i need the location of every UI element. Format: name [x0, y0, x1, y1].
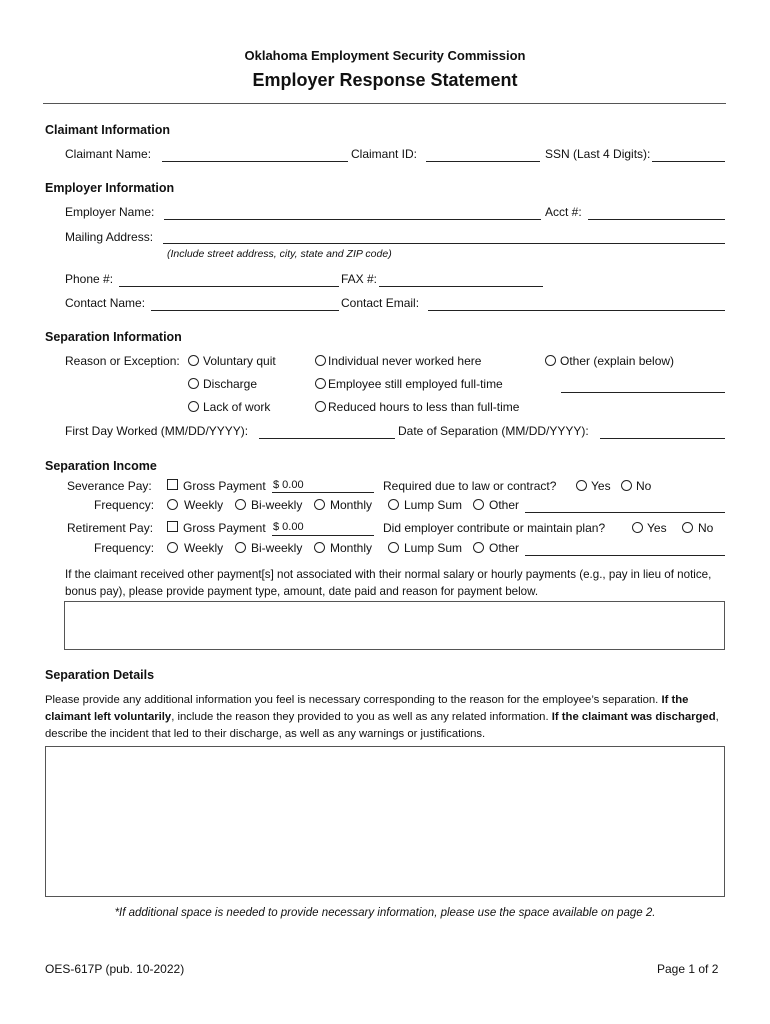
- contact-name-field[interactable]: [151, 310, 339, 311]
- form-id: OES-617P (pub. 10-2022): [45, 962, 185, 976]
- fax-field[interactable]: [379, 286, 543, 287]
- never-worked-radio[interactable]: [315, 355, 326, 366]
- fax-label: FAX #:: [341, 272, 378, 286]
- first-day-label: First Day Worked (MM/DD/YYYY):: [65, 424, 249, 438]
- acct-label: Acct #:: [545, 205, 582, 219]
- reduced-hours-radio[interactable]: [315, 401, 326, 412]
- severance-amount-field[interactable]: $ 0.00: [273, 479, 304, 491]
- ssn-field[interactable]: [652, 161, 725, 162]
- severance-yes-radio[interactable]: [576, 480, 587, 491]
- page-number: Page 1 of 2: [657, 962, 719, 976]
- ssn-label: SSN (Last 4 Digits):: [545, 147, 651, 161]
- lack-of-work-radio[interactable]: [188, 401, 199, 412]
- other-payments-textarea[interactable]: [64, 601, 725, 650]
- retirement-weekly-radio[interactable]: [167, 542, 178, 553]
- phone-field[interactable]: [119, 286, 339, 287]
- retirement-gross-label: Gross Payment: [183, 521, 266, 535]
- severance-no-radio[interactable]: [621, 480, 632, 491]
- details-text-3: , describe the incident that led to their discharge, as well as any warnings or justifications.: [45, 711, 719, 740]
- retirement-weekly-label: Weekly: [184, 541, 224, 555]
- retirement-contribute-question: Did employer contribute or maintain plan?: [383, 521, 606, 535]
- severance-frequency-label: Frequency:: [94, 498, 155, 512]
- severance-other-radio[interactable]: [473, 499, 484, 510]
- reduced-hours-label: Reduced hours to less than full-time: [328, 400, 520, 414]
- mailing-address-label: Mailing Address:: [65, 230, 154, 244]
- retirement-amount-field[interactable]: $ 0.00: [273, 521, 304, 533]
- claimant-id-label: Claimant ID:: [351, 147, 418, 161]
- severance-lumpsum-label: Lump Sum: [404, 498, 463, 512]
- retirement-label: Retirement Pay:: [67, 521, 154, 535]
- first-day-field[interactable]: [259, 438, 395, 439]
- retirement-biweekly-label: Bi-weekly: [251, 541, 303, 555]
- severance-gross-label: Gross Payment: [183, 479, 266, 493]
- footnote: *If additional space is needed to provide necessary information, please use the space available on page 2.: [114, 907, 656, 919]
- contact-name-label: Contact Name:: [65, 296, 146, 310]
- header-rule: [43, 103, 726, 104]
- details-instructions: [45, 692, 730, 743]
- separation-heading: Separation Information: [45, 330, 182, 344]
- contact-email-field[interactable]: [428, 310, 725, 311]
- severance-no-label: No: [636, 479, 652, 493]
- details-heading: Separation Details: [45, 668, 155, 682]
- severance-required-question: Required due to law or contract?: [383, 479, 557, 493]
- address-hint: (Include street address, city, state and ZIP code): [167, 248, 392, 260]
- retirement-gross-checkbox[interactable]: [167, 521, 178, 532]
- claimant-name-field[interactable]: [162, 161, 348, 162]
- severance-monthly-radio[interactable]: [314, 499, 325, 510]
- employer-name-label: Employer Name:: [65, 205, 155, 219]
- details-textarea[interactable]: [45, 746, 725, 897]
- severance-biweekly-label: Bi-weekly: [251, 498, 303, 512]
- separation-date-field[interactable]: [600, 438, 725, 439]
- separation-date-label: Date of Separation (MM/DD/YYYY):: [398, 424, 589, 438]
- severance-amount-underline: [272, 492, 374, 493]
- lack-of-work-label: Lack of work: [203, 400, 271, 414]
- reason-label: Reason or Exception:: [65, 354, 180, 368]
- still-employed-radio[interactable]: [315, 378, 326, 389]
- retirement-yes-radio[interactable]: [632, 522, 643, 533]
- retirement-no-label: No: [698, 521, 714, 535]
- voluntary-quit-label: Voluntary quit: [203, 354, 276, 368]
- severance-other-label: Other: [489, 498, 520, 512]
- severance-yes-label: Yes: [591, 479, 611, 493]
- severance-lumpsum-radio[interactable]: [388, 499, 399, 510]
- retirement-lumpsum-label: Lump Sum: [404, 541, 463, 555]
- discharge-radio[interactable]: [188, 378, 199, 389]
- claimant-name-label: Claimant Name:: [65, 147, 152, 161]
- details-bold-voluntary: If the claimant left voluntarily: [45, 694, 689, 723]
- contact-email-label: Contact Email:: [341, 296, 420, 310]
- retirement-yes-label: Yes: [647, 521, 667, 535]
- acct-field[interactable]: [588, 219, 725, 220]
- retirement-lumpsum-radio[interactable]: [388, 542, 399, 553]
- retirement-monthly-label: Monthly: [330, 541, 373, 555]
- other-reason-radio[interactable]: [545, 355, 556, 366]
- severance-weekly-label: Weekly: [184, 498, 224, 512]
- claimant-id-field[interactable]: [426, 161, 540, 162]
- income-heading: Separation Income: [45, 459, 157, 473]
- still-employed-label: Employee still employed full-time: [328, 377, 503, 391]
- other-payments-instructions: If the claimant received other payment[s] not associated with their normal salary or hourly payments (e.g., pay in lieu of notice, bonus pay), please provide payment type, amount, date paid and reason for payment below.: [65, 568, 712, 598]
- retirement-other-radio[interactable]: [473, 542, 484, 553]
- mailing-address-field[interactable]: [163, 243, 725, 244]
- severance-monthly-label: Monthly: [330, 498, 373, 512]
- retirement-other-label: Other: [489, 541, 520, 555]
- voluntary-quit-radio[interactable]: [188, 355, 199, 366]
- severance-weekly-radio[interactable]: [167, 499, 178, 510]
- severance-other-field[interactable]: [525, 512, 725, 513]
- details-text-2: , include the reason they provided to you as well as any related information.: [171, 711, 552, 723]
- discharge-label: Discharge: [203, 377, 258, 391]
- employer-name-field[interactable]: [164, 219, 541, 220]
- details-text-1: Please provide any additional information you feel is necessary corresponding to the reason for the employee’s separation.: [45, 694, 662, 706]
- employer-heading: Employer Information: [45, 181, 175, 195]
- retirement-biweekly-radio[interactable]: [235, 542, 246, 553]
- retirement-other-field[interactable]: [525, 555, 725, 556]
- retirement-frequency-label: Frequency:: [94, 541, 155, 555]
- retirement-monthly-radio[interactable]: [314, 542, 325, 553]
- other-reason-label: Other (explain below): [560, 354, 675, 368]
- retirement-amount-underline: [272, 535, 374, 536]
- details-bold-discharged: If the claimant was discharged: [551, 711, 716, 723]
- page-title: Employer Response Statement: [252, 70, 518, 90]
- severance-gross-checkbox[interactable]: [167, 479, 178, 490]
- severance-label: Severance Pay:: [67, 479, 152, 493]
- phone-label: Phone #:: [65, 272, 114, 286]
- claimant-heading: Claimant Information: [45, 123, 171, 137]
- agency-name: Oklahoma Employment Security Commission: [244, 48, 526, 63]
- severance-biweekly-radio[interactable]: [235, 499, 246, 510]
- other-reason-field[interactable]: [561, 392, 725, 393]
- retirement-no-radio[interactable]: [682, 522, 693, 533]
- never-worked-label: Individual never worked here: [328, 354, 482, 368]
